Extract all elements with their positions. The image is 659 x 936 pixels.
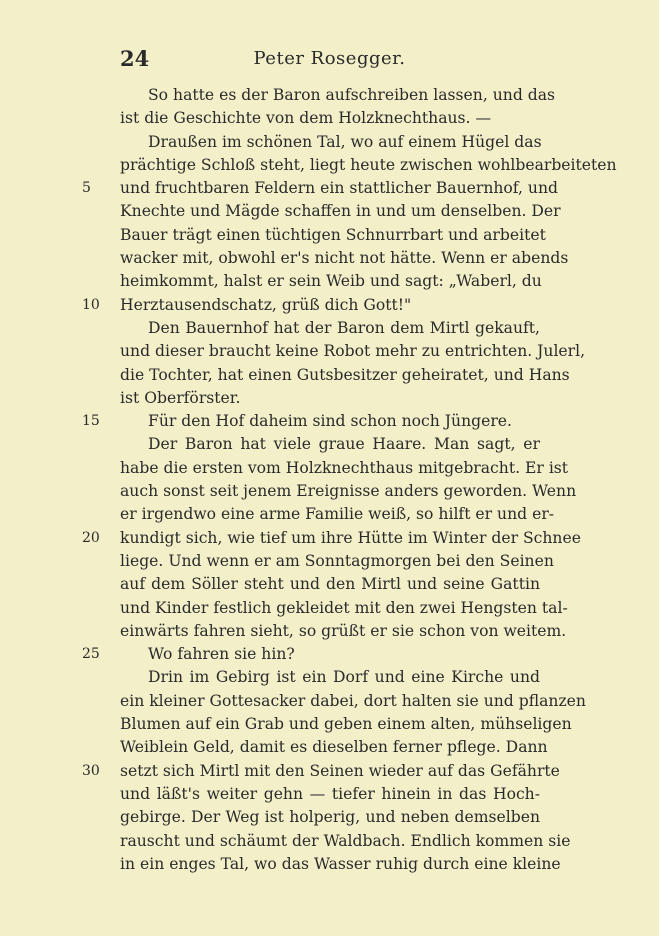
- body-text: [82, 84, 617, 876]
- text-line: [120, 503, 555, 526]
- line-text: rauscht und schäumt der Waldbach. Endlich kommen sie: [120, 831, 571, 850]
- line-number: 10: [82, 296, 100, 313]
- line-text: einwärts fahren sieht, so grüßt er sie schon von weitem.: [120, 621, 567, 640]
- line-text: ein kleiner Gottesacker dabei, dort halten sie und pflanzen: [120, 691, 586, 710]
- line-text: prächtige Schloß steht, liegt heute zwischen wohlbearbeiteten: [120, 155, 617, 174]
- text-line: [120, 317, 540, 340]
- text-line: [120, 806, 540, 829]
- text-line: [120, 853, 561, 876]
- text-line: [120, 364, 570, 387]
- line-text: und dieser braucht keine Robot mehr zu entrichten. Julerl,: [120, 342, 586, 361]
- text-line: [120, 433, 540, 456]
- text-line: [120, 107, 540, 130]
- line-number: 20: [82, 529, 100, 546]
- line-text: Knechte und Mägde schaffen in und um denselben. Der: [120, 202, 561, 221]
- line-text: liege. Und wenn er am Sonntagmorgen bei den Seinen: [120, 551, 554, 570]
- text-line: [82, 760, 560, 783]
- text-line: [120, 270, 540, 293]
- line-text: und Kinder festlich gekleidet mit den zwei Hengsten tal-: [120, 598, 568, 617]
- text-line: [120, 783, 540, 806]
- running-head: Peter Rosegger.: [253, 48, 406, 69]
- line-text: Den Bauernhof hat der Baron dem Mirtl gekauft,: [148, 318, 540, 337]
- text-line: [120, 247, 569, 270]
- line-text: Drin im Gebirg ist ein Dorf und eine Kirche und: [148, 668, 540, 687]
- text-line: [120, 84, 556, 107]
- line-number: 25: [82, 646, 100, 663]
- line-text: in ein enges Tal, wo das Wasser ruhig durch eine kleine: [120, 854, 561, 873]
- text-line: [120, 736, 548, 759]
- line-text: Bauer trägt einen tüchtigen Schnurrbart und arbeitet: [120, 225, 546, 244]
- line-text: setzt sich Mirtl mit den Seinen wieder auf das Gefährte: [120, 761, 560, 780]
- line-text: Der Baron hat viele graue Haare. Man sagt, er: [148, 435, 540, 454]
- line-text: wacker mit, obwohl er's nicht not hätte. Wenn er abends: [120, 249, 569, 268]
- text-line: [120, 340, 586, 363]
- line-text: auch sonst seit jenem Ereignisse anders geworden. Wenn: [120, 482, 577, 501]
- page-number: 24: [120, 46, 150, 71]
- line-text: Blumen auf ein Grab und geben einem alten, mühseligen: [120, 715, 572, 734]
- line-text: So hatte es der Baron aufschreiben lassen, und das: [148, 86, 556, 104]
- line-text: ist die Geschichte von dem Holzknechthaus. —: [120, 109, 492, 128]
- text-line: [120, 154, 617, 177]
- line-text: und fruchtbaren Feldern ein stattlicher Bauernhof, und: [120, 179, 559, 198]
- text-line: [120, 690, 586, 713]
- line-text: heimkommt, halst er sein Weib und sagt: „Waberl, du: [120, 272, 542, 291]
- line-text: Weiblein Geld, damit es dieselben ferner pflege. Dann: [120, 738, 548, 757]
- line-text: habe die ersten vom Holzknechthaus mitgebracht. Er ist: [120, 458, 569, 477]
- text-line: [120, 666, 540, 689]
- line-text: kundigt sich, wie tief um ihre Hütte im Winter der Schnee: [120, 528, 581, 547]
- text-line: [82, 527, 581, 550]
- line-number: 5: [82, 180, 91, 197]
- line-text: Draußen im schönen Tal, wo auf einem Hügel das: [148, 132, 542, 151]
- text-line: [82, 410, 540, 433]
- line-number: 15: [82, 413, 100, 430]
- text-line: [120, 620, 567, 643]
- text-line: [120, 457, 569, 480]
- text-line: [120, 131, 540, 154]
- line-text: er irgendwo eine arme Familie weiß, so hilft er und er-: [120, 505, 555, 524]
- line-text: Herztausendschatz, grüß dich Gott!": [120, 295, 412, 314]
- text-line: [82, 643, 540, 666]
- line-text: Für den Hof daheim sind schon noch Jüngere.: [148, 412, 512, 431]
- line-text: die Tochter, hat einen Gutsbesitzer geheiratet, und Hans: [120, 365, 570, 384]
- text-line: [120, 224, 546, 247]
- text-line: [120, 387, 540, 410]
- line-number: 30: [82, 762, 100, 779]
- text-line: [120, 830, 571, 853]
- text-line: [120, 597, 568, 620]
- line-text: gebirge. Der Weg ist holperig, und neben demselben: [120, 808, 540, 827]
- page-header: [0, 46, 659, 72]
- line-text: und läßt's weiter gehn — tiefer hinein in das Hoch-: [120, 784, 540, 803]
- text-line: [120, 713, 572, 736]
- line-text: auf dem Söller steht und den Mirtl und seine Gattin: [120, 575, 540, 594]
- text-line: [120, 200, 561, 223]
- text-line: [82, 177, 559, 200]
- text-line: [120, 550, 554, 573]
- text-line: [82, 294, 540, 317]
- text-line: [120, 573, 540, 596]
- text-line: [120, 480, 577, 503]
- line-text: Wo fahren sie hin?: [148, 645, 295, 664]
- line-text: ist Oberförster.: [120, 388, 241, 407]
